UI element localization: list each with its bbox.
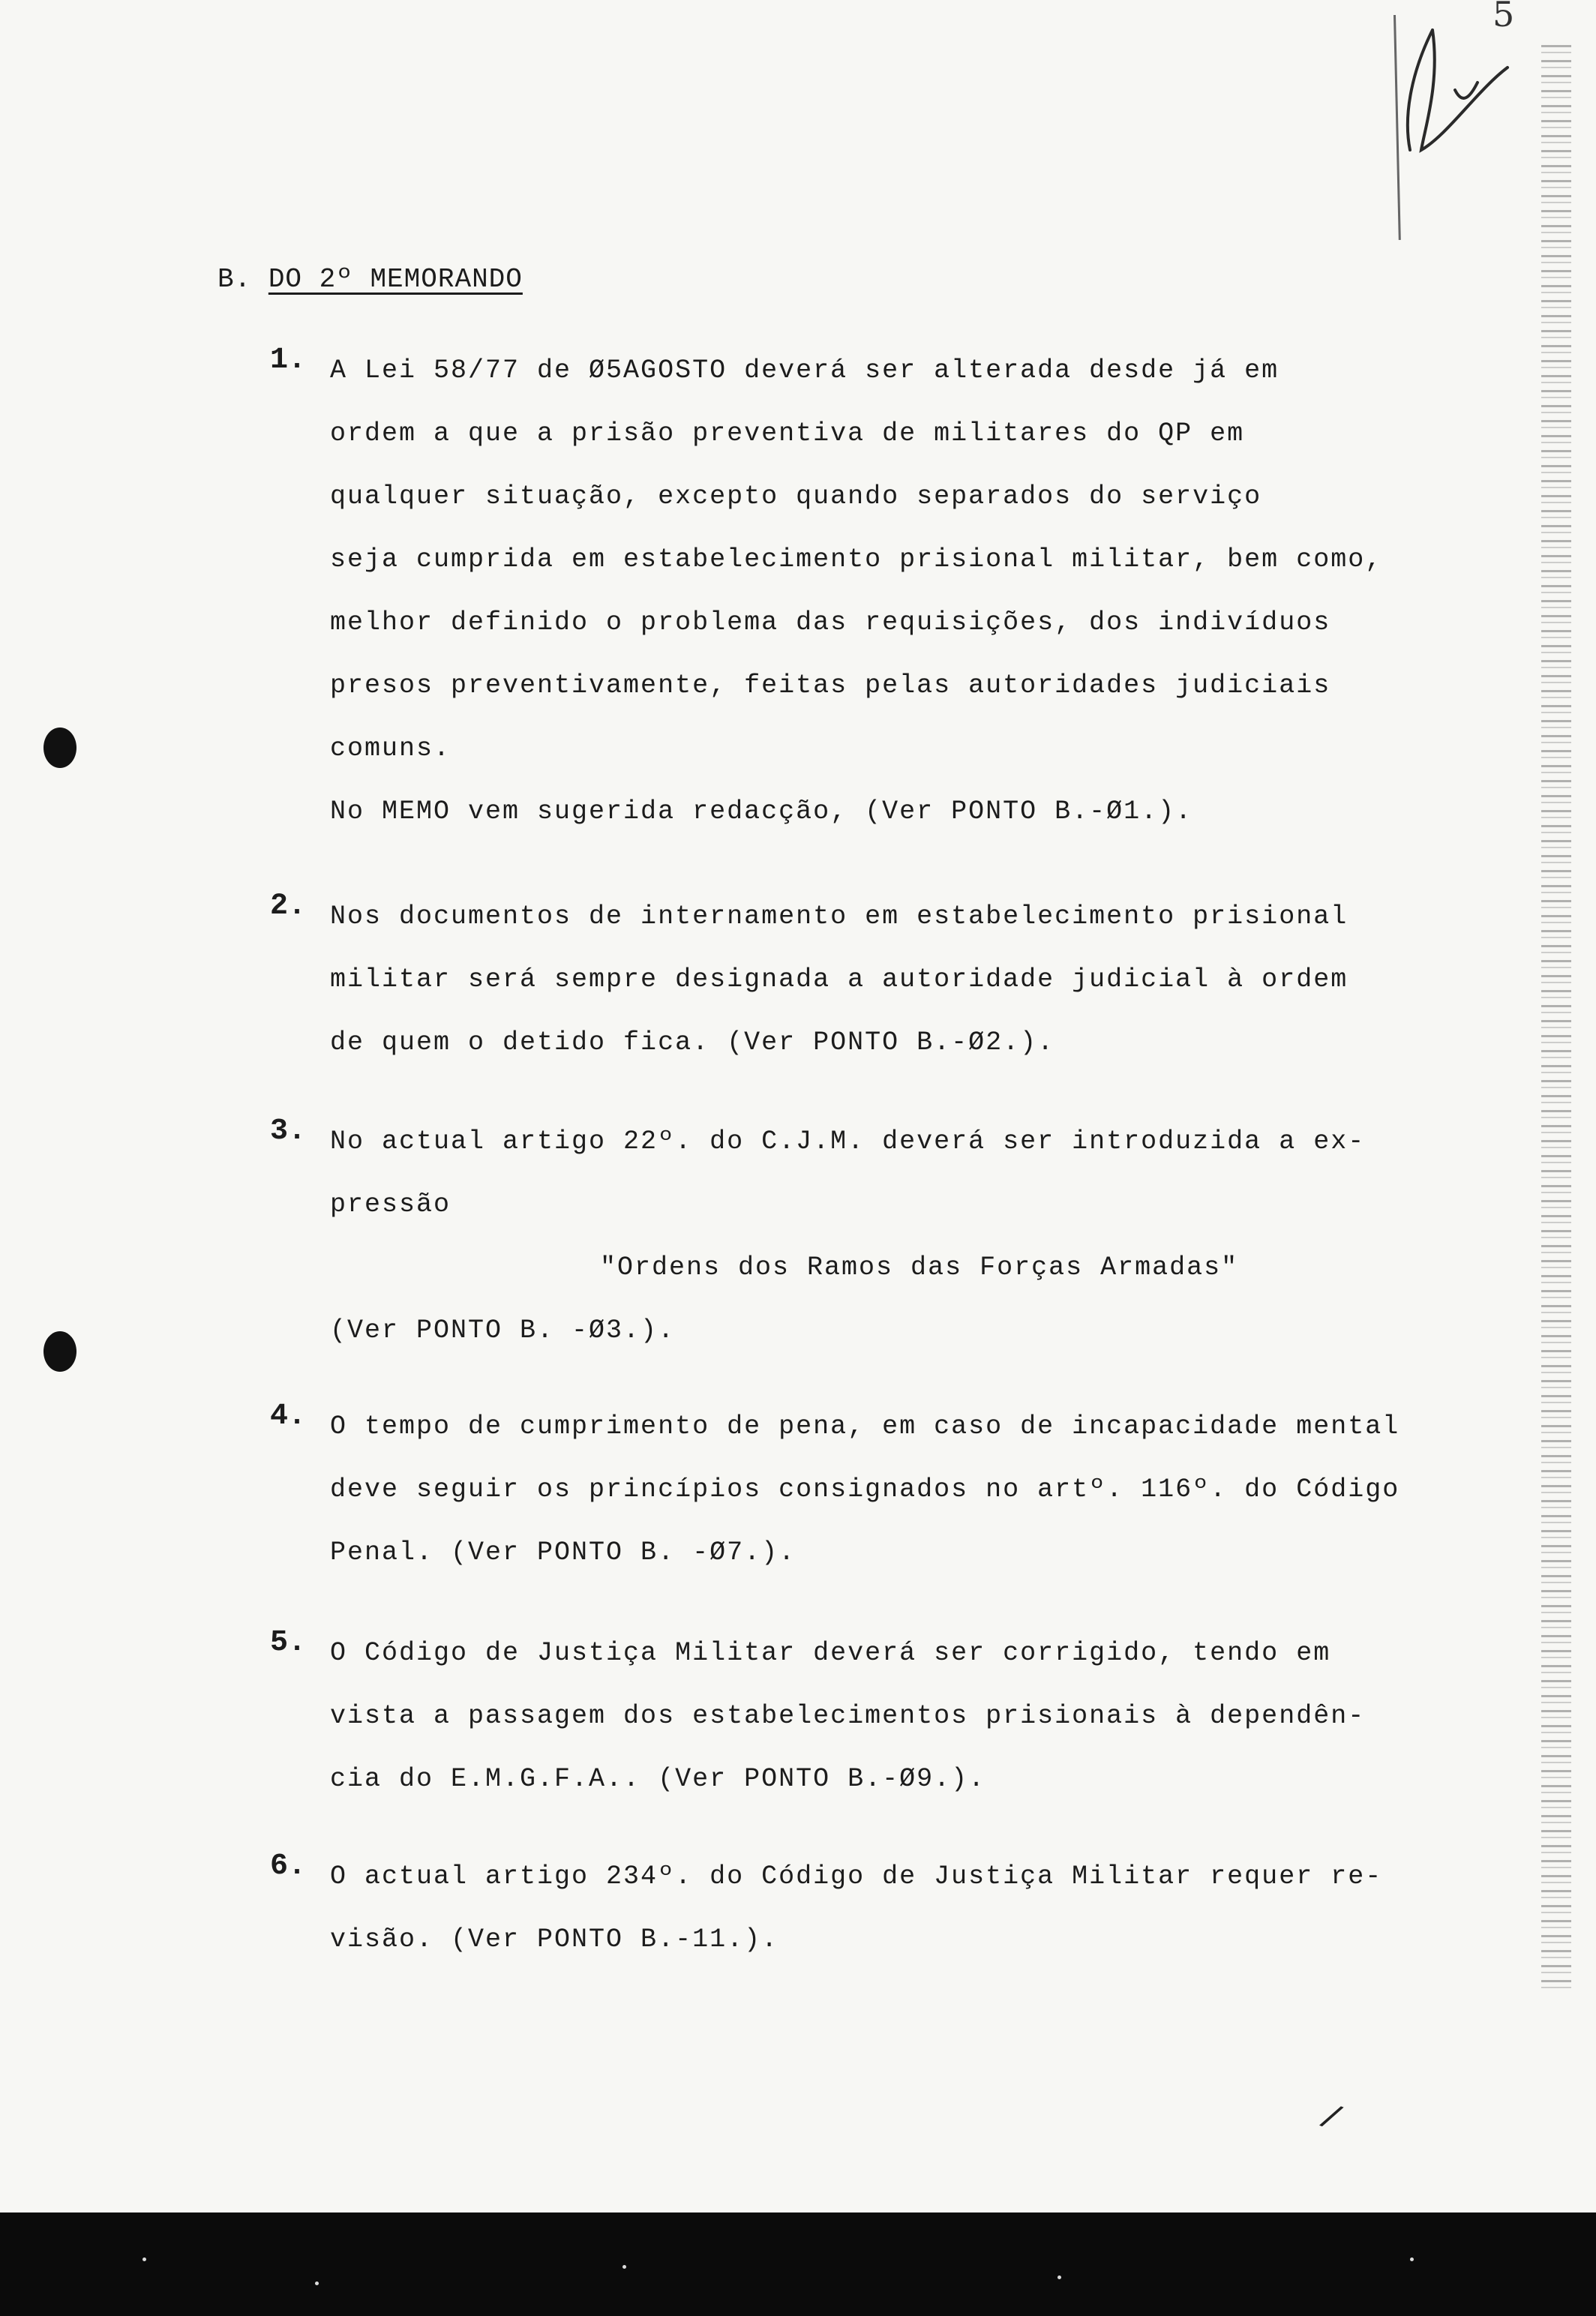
item-line: Nos documentos de internamento em estabelecimento prisional bbox=[330, 902, 1348, 932]
item-line: O Código de Justiça Militar deverá ser corrigido, tendo em bbox=[330, 1638, 1331, 1668]
item-quote: "Ordens dos Ramos das Forças Armadas" bbox=[600, 1252, 1239, 1282]
item-line: seja cumprida em estabelecimento prisional militar, bem como, bbox=[330, 544, 1383, 574]
scan-speck bbox=[1058, 2276, 1061, 2279]
page-number: 5 bbox=[1492, 0, 1515, 34]
item-number: 5. bbox=[270, 1626, 307, 1660]
item-line: visão. (Ver PONTO B.-11.). bbox=[330, 1924, 779, 1954]
item-number: 4. bbox=[270, 1400, 307, 1433]
item-line: de quem o detido fica. (Ver PONTO B.-Ø2.). bbox=[330, 1028, 1055, 1058]
handwritten-initials-icon bbox=[1380, 0, 1515, 172]
item-number: 3. bbox=[270, 1114, 307, 1148]
item-number: 6. bbox=[270, 1850, 307, 1883]
item-line: O tempo de cumprimento de pena, em caso de incapacidade mental bbox=[330, 1412, 1400, 1442]
scan-speck bbox=[142, 2258, 146, 2261]
item-number: 1. bbox=[270, 344, 307, 377]
item-line: qualquer situação, excepto quando separados do serviço bbox=[330, 482, 1262, 512]
item-line: cia do E.M.G.F.A.. (Ver PONTO B.-Ø9.). bbox=[330, 1764, 986, 1794]
item-line: pressão bbox=[330, 1190, 452, 1220]
item-line: No MEMO vem sugerida redacção, (Ver PONTO B.-Ø1.). bbox=[330, 796, 1193, 826]
item-line: melhor definido o problema das requisições, dos indivíduos bbox=[330, 608, 1331, 638]
scan-edge-noise bbox=[1541, 45, 1571, 1995]
item-number: 2. bbox=[270, 890, 307, 923]
item-line: vista a passagem dos estabelecimentos prisionais à dependên- bbox=[330, 1701, 1366, 1731]
scan-speck bbox=[315, 2282, 319, 2285]
scan-bottom-band bbox=[0, 2212, 1596, 2316]
item-line: presos preventivamente, feitas pelas autoridades judiciais bbox=[330, 670, 1331, 700]
item-line: O actual artigo 234º. do Código de Justiça Militar requer re- bbox=[330, 1862, 1383, 1892]
section-label: B. bbox=[218, 264, 252, 295]
scan-speck bbox=[1410, 2258, 1414, 2261]
scan-speck bbox=[622, 2265, 626, 2269]
punch-hole bbox=[44, 728, 76, 768]
pen-tick-icon: / bbox=[1313, 2097, 1347, 2142]
item-line: comuns. bbox=[330, 734, 452, 764]
item-line: A Lei 58/77 de Ø5AGOSTO deverá ser alterada desde já em bbox=[330, 356, 1280, 386]
section-title: DO 2º MEMORANDO bbox=[268, 264, 523, 295]
item-reference: (Ver PONTO B. -Ø3.). bbox=[330, 1316, 676, 1346]
item-line: ordem a que a prisão preventiva de militares do QP em bbox=[330, 418, 1245, 448]
item-line: militar será sempre designada a autoridade judicial à ordem bbox=[330, 964, 1348, 994]
item-line: Penal. (Ver PONTO B. -Ø7.). bbox=[330, 1538, 796, 1568]
item-line: deve seguir os princípios consignados no artº. 116º. do Código bbox=[330, 1474, 1400, 1504]
section-heading bbox=[218, 264, 523, 295]
item-line: No actual artigo 22º. do C.J.M. deverá ser introduzida a ex- bbox=[330, 1126, 1366, 1156]
punch-hole bbox=[44, 1331, 76, 1372]
